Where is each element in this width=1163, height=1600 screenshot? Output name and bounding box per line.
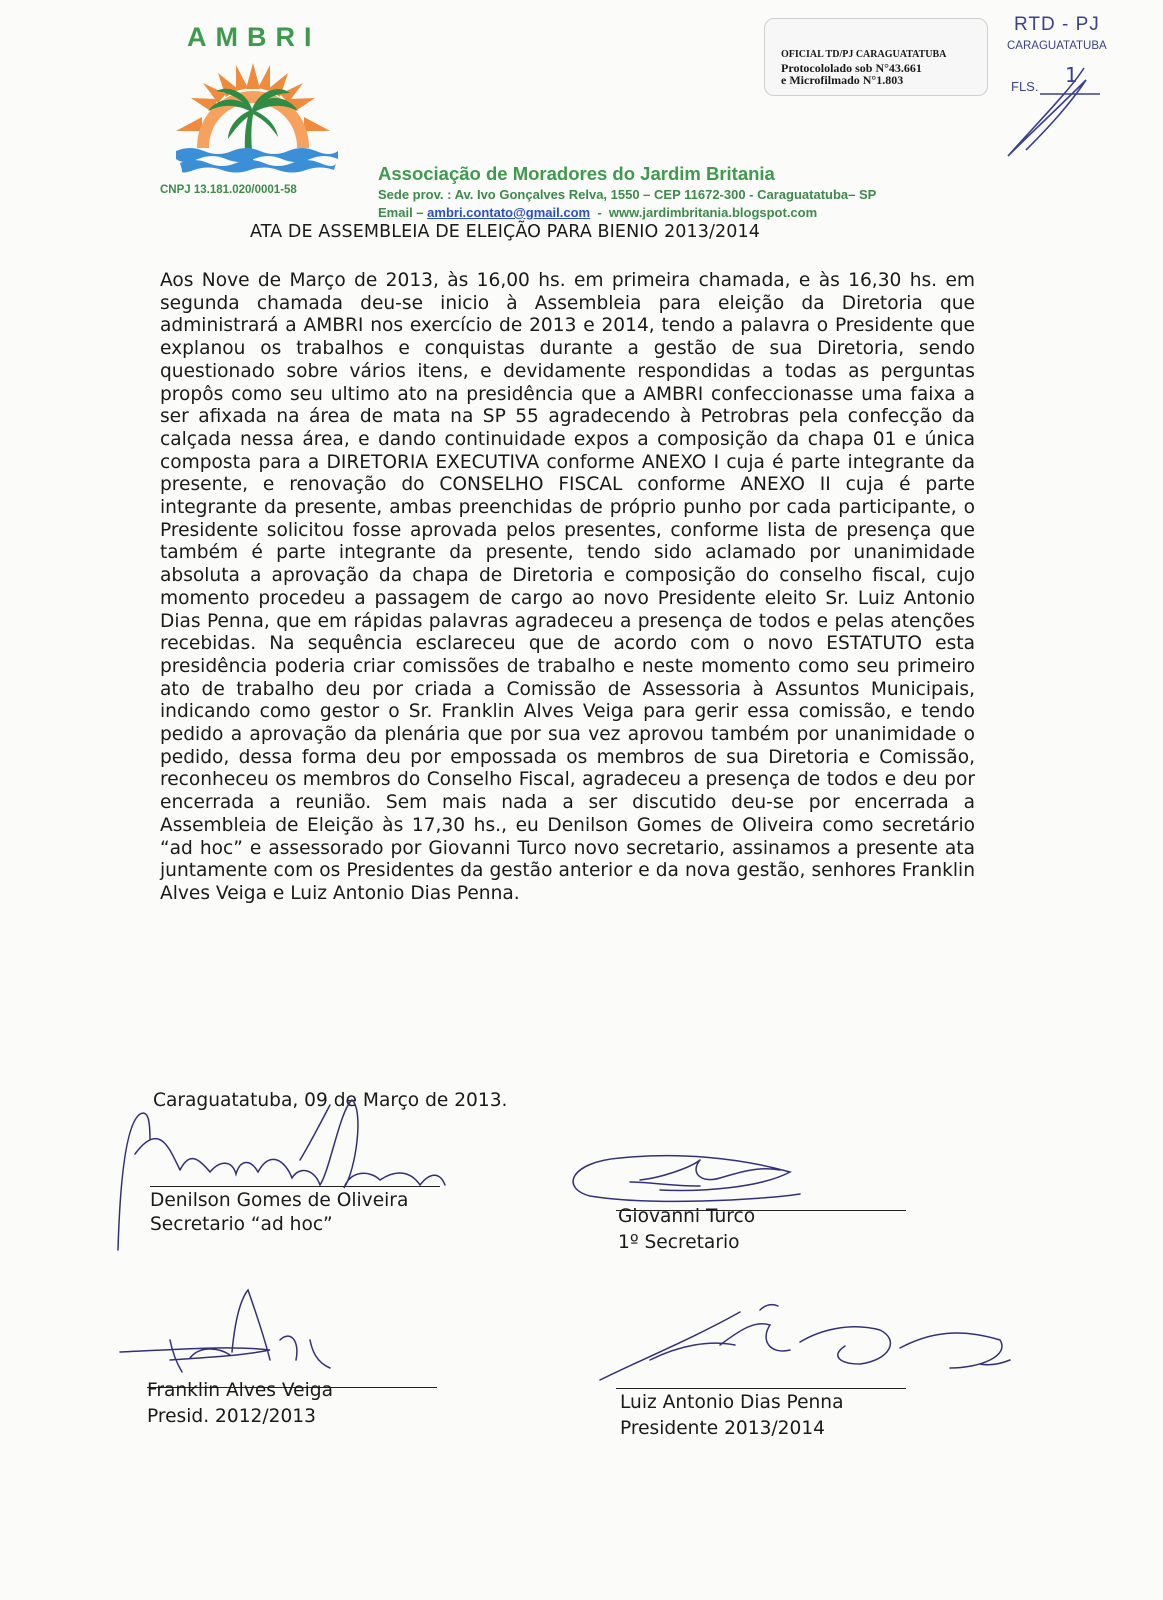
signature-giovanni-icon [573,1156,800,1202]
minutes-body: Aos Nove de Março de 2013, às 16,00 hs. em primeira chamada, e às 16,30 hs. em segunda chamada deu-se inicio à Assembleia para eleição da Diretoria que administrará a AMBRI nos exercício de 2013 e 2014, tendo a palavra o Presidente que explanou os trabalhos e conquistas durante a gestão de sua Diretoria, sendo questionado sobre vários itens, e devidamente respondidas a todas as perguntas propôs como seu ultimo ato na presidência que a AMBRI confeccionasse uma faixa a ser afixada na área de mata na SP 55 agradecendo à Petrobras pela confecção da calçada nessa área, e dando continuidade expos a composição da chapa 01 e única composta para a DIRETORIA EXECUTIVA conforme ANEXO I cuja é parte integrante da presente, e renovação do CONSELHO FISCAL conforme ANEXO II cuja é parte integrante da presente, ambas preenchidas de próprio punho por cada participante, o Presidente solicitou fosse aprovada pelos presentes, conforme lista de presença que também é parte integrante da presente, tendo sido aclamado por unanimidade absoluta a aprovação da chapa de Diretoria e composição do conselho fiscal, cujo momento procedeu a passagem de cargo ao novo Presidente eleito Sr. Luiz Antonio Dias Penna, que em rápidas palavras agradeceu a presença de todos e pelas atenções recebidas. Na sequência esclareceu que de acordo com o novo ESTATUTO esta presidência poderia criar comissões de trabalho e neste momento como seu primeiro ato de trabalho deu por criada a Comissão de Assessoria à Assuntos Municipais, indicando como gestor o Sr. Franklin Alves Veiga para gerir essa comissão, e tendo pedido a aprovação da plenária que por sua vez aprovou também por unanimidade o pedido, dessa forma deu por empossada os membros de sua Diretoria e Comissão, reconheceu os membros do Conselho Fiscal, agradeceu a presença de todos e deu por encerrada a reunião. Sem mais nada a ser discutido deu-se por encerrada a Assembleia de Eleição às 17,30 hs., eu Denilson Gomes de Oliveira como secretário “ad hoc” e assessorado por Giovanni Turco novo secretario, assinamos a presente ata juntamente com os Presidentes da gestão anterior e da nova gestão, senhores Franklin Alves Veiga e Luiz Antonio Dias Penna. [160,270,975,904]
signature-luiz-icon [600,1312,1002,1380]
palm-sun-logo-icon [158,55,348,183]
rtd-stamp-city: CARAGUATATUBA [1007,40,1107,52]
signatory-4-role: Presidente 2013/2014 [620,1418,825,1439]
rtd-page-label: FLS. [1011,79,1039,94]
stamp-protocol: Protocololado sob N°43.661 [781,60,922,75]
website-link[interactable]: www.jardimbritania.blogspot.com [608,205,818,220]
signatory-3-role: Presid. 2012/2013 [147,1406,316,1427]
rtd-initials-mark-icon [1000,60,1110,160]
place-and-date: Caraguatatuba, 09 de Março de 2013. [153,1090,508,1111]
signature-franklin-icon [120,1290,330,1372]
signatory-1-role: Secretario “ad hoc” [150,1214,333,1235]
rtd-page-number: 1 [1065,63,1078,87]
organization-name: Associação de Moradores do Jardim Britania [378,163,775,184]
signatory-3-name: Franklin Alves Veiga [147,1380,333,1401]
cnpj-number: CNPJ 13.181.020/0001-58 [160,184,297,196]
document-title: ATA DE ASSEMBLEIA DE ELEIÇÃO PARA BIENIO 2013/2014 [250,222,760,242]
signatory-2-role: 1º Secretario [618,1232,740,1253]
stamp-office: OFICIAL TD/PJ CARAGUATATUBA [781,49,947,60]
organization-contact [378,205,817,220]
signatory-2-name: Giovanni Turco [618,1206,756,1227]
email-label: Email – [378,205,424,220]
signatory-1-name: Denilson Gomes de Oliveira [150,1190,409,1211]
organization-address: Sede prov. : Av. Ivo Gonçalves Relva, 1550 – CEP 11672-300 - Caraguatatuba– SP [378,187,877,202]
contact-separator: - [597,205,602,220]
logo-wordmark: AMBRI [187,22,321,52]
email-link[interactable]: ambri.contato@gmail.com [427,205,591,220]
signature-line-4 [616,1388,906,1389]
rtd-stamp-title: RTD - PJ [1014,14,1100,35]
registry-stamp [781,49,946,87]
signature-line-1 [150,1186,440,1187]
stamp-microfilm: e Microfilmado N°1.803 [781,73,904,87]
signatory-4-name: Luiz Antonio Dias Penna [620,1392,844,1413]
